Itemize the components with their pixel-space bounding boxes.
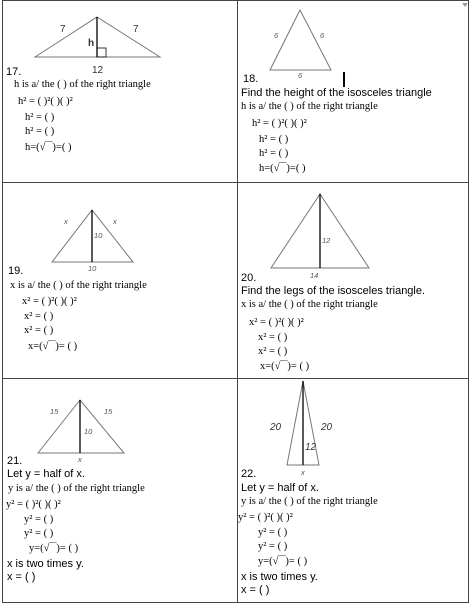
prompt-line: h is a/ the ( ) of the right triangle (241, 101, 378, 112)
equation-1: x² = ( )²( )( )² (249, 317, 304, 328)
prompt-line: x is a/ the ( ) of the right triangle (241, 299, 378, 310)
equation-4: y=(√‾‾)= ( ) (29, 543, 79, 554)
equation-1: y² = ( )²( )( )² (238, 512, 293, 523)
side-left-label: 20 (270, 422, 282, 433)
prompt-line: y is a/ the ( ) of the right triangle (8, 483, 145, 494)
equation-2: y² = ( ) (258, 527, 288, 538)
problem-number: 17. (6, 66, 22, 78)
equation-4: x=(√‾‾)= ( ) (260, 361, 310, 372)
base-label: x (301, 468, 305, 477)
equation-4: y=(√‾‾)= ( ) (258, 556, 308, 567)
triangle-figure-22 (238, 378, 469, 478)
triangle-figure-18 (238, 0, 469, 80)
height-label: 12 (322, 236, 331, 245)
base-label: 12 (92, 65, 104, 76)
prompt-line: h is a/ the ( ) of the right triangle (14, 79, 151, 90)
twice-statement: x is two times y. (7, 558, 84, 570)
equation-3: h² = ( ) (25, 126, 55, 137)
x-equation: x = ( ) (7, 571, 36, 583)
prompt-line: y is a/ the ( ) of the right triangle (241, 496, 378, 507)
triangle-figure-17 (0, 0, 237, 80)
x-equation: x = ( ) (241, 584, 270, 596)
height-label: h (88, 38, 95, 49)
problem-number: 22. (241, 468, 257, 480)
side-right-label: 20 (321, 422, 333, 433)
height-label: 12 (305, 442, 317, 453)
triangle-figure-19 (0, 182, 237, 277)
side-right-label: x (113, 217, 117, 226)
side-right-label: 15 (104, 407, 113, 416)
equation-2: x² = ( ) (258, 332, 288, 343)
base-label: 14 (310, 271, 319, 280)
equation-2: h² = ( ) (25, 112, 55, 123)
equation-2: y² = ( ) (24, 514, 54, 525)
text-cursor (343, 72, 345, 87)
problem-number: 21. (7, 455, 23, 467)
side-right-label: 7 (133, 24, 139, 35)
equation-4: x=(√‾‾)= ( ) (28, 341, 78, 352)
equation-3: y² = ( ) (258, 541, 288, 552)
problem-number: 18. (243, 73, 259, 85)
problem-number: 20. (241, 272, 257, 284)
equation-3: x² = ( ) (24, 325, 54, 336)
equation-1: h² = ( )²( )( )² (252, 118, 307, 129)
base-label: 6 (298, 71, 303, 80)
prompt-line: x is a/ the ( ) of the right triangle (10, 280, 147, 291)
side-left-label: 15 (50, 407, 59, 416)
base-label: x (78, 455, 82, 464)
problem-title: Find the height of the isosceles triangle (241, 87, 432, 99)
problem-title: Find the legs of the isosceles triangle. (241, 285, 426, 297)
triangle-figure-20 (238, 182, 469, 282)
side-left-label: x (64, 217, 68, 226)
equation-1: x² = ( )²( )( )² (22, 296, 77, 307)
base-label: 10 (88, 264, 97, 273)
let-statement: Let y = half of x. (7, 468, 85, 480)
problem-number: 19. (8, 265, 24, 277)
height-label: 10 (94, 231, 103, 240)
let-statement: Let y = half of x. (241, 482, 319, 494)
equation-3: x² = ( ) (258, 346, 288, 357)
side-left-label: 7 (60, 24, 66, 35)
equation-2: h² = ( ) (259, 134, 289, 145)
equation-3: y² = ( ) (24, 528, 54, 539)
height-label: 10 (84, 427, 93, 436)
side-left-label: 6 (274, 31, 279, 40)
equation-1: h² = ( )²( )( )² (18, 96, 73, 107)
equation-4: h=(√‾‾)=( ) (25, 142, 72, 153)
equation-1: y² = ( )²( )( )² (6, 499, 61, 510)
side-right-label: 6 (320, 31, 325, 40)
equation-4: h=(√‾‾)=( ) (259, 163, 306, 174)
equation-2: x² = ( ) (24, 311, 54, 322)
equation-3: h² = ( ) (259, 148, 289, 159)
twice-statement: x is two times y. (241, 571, 318, 583)
